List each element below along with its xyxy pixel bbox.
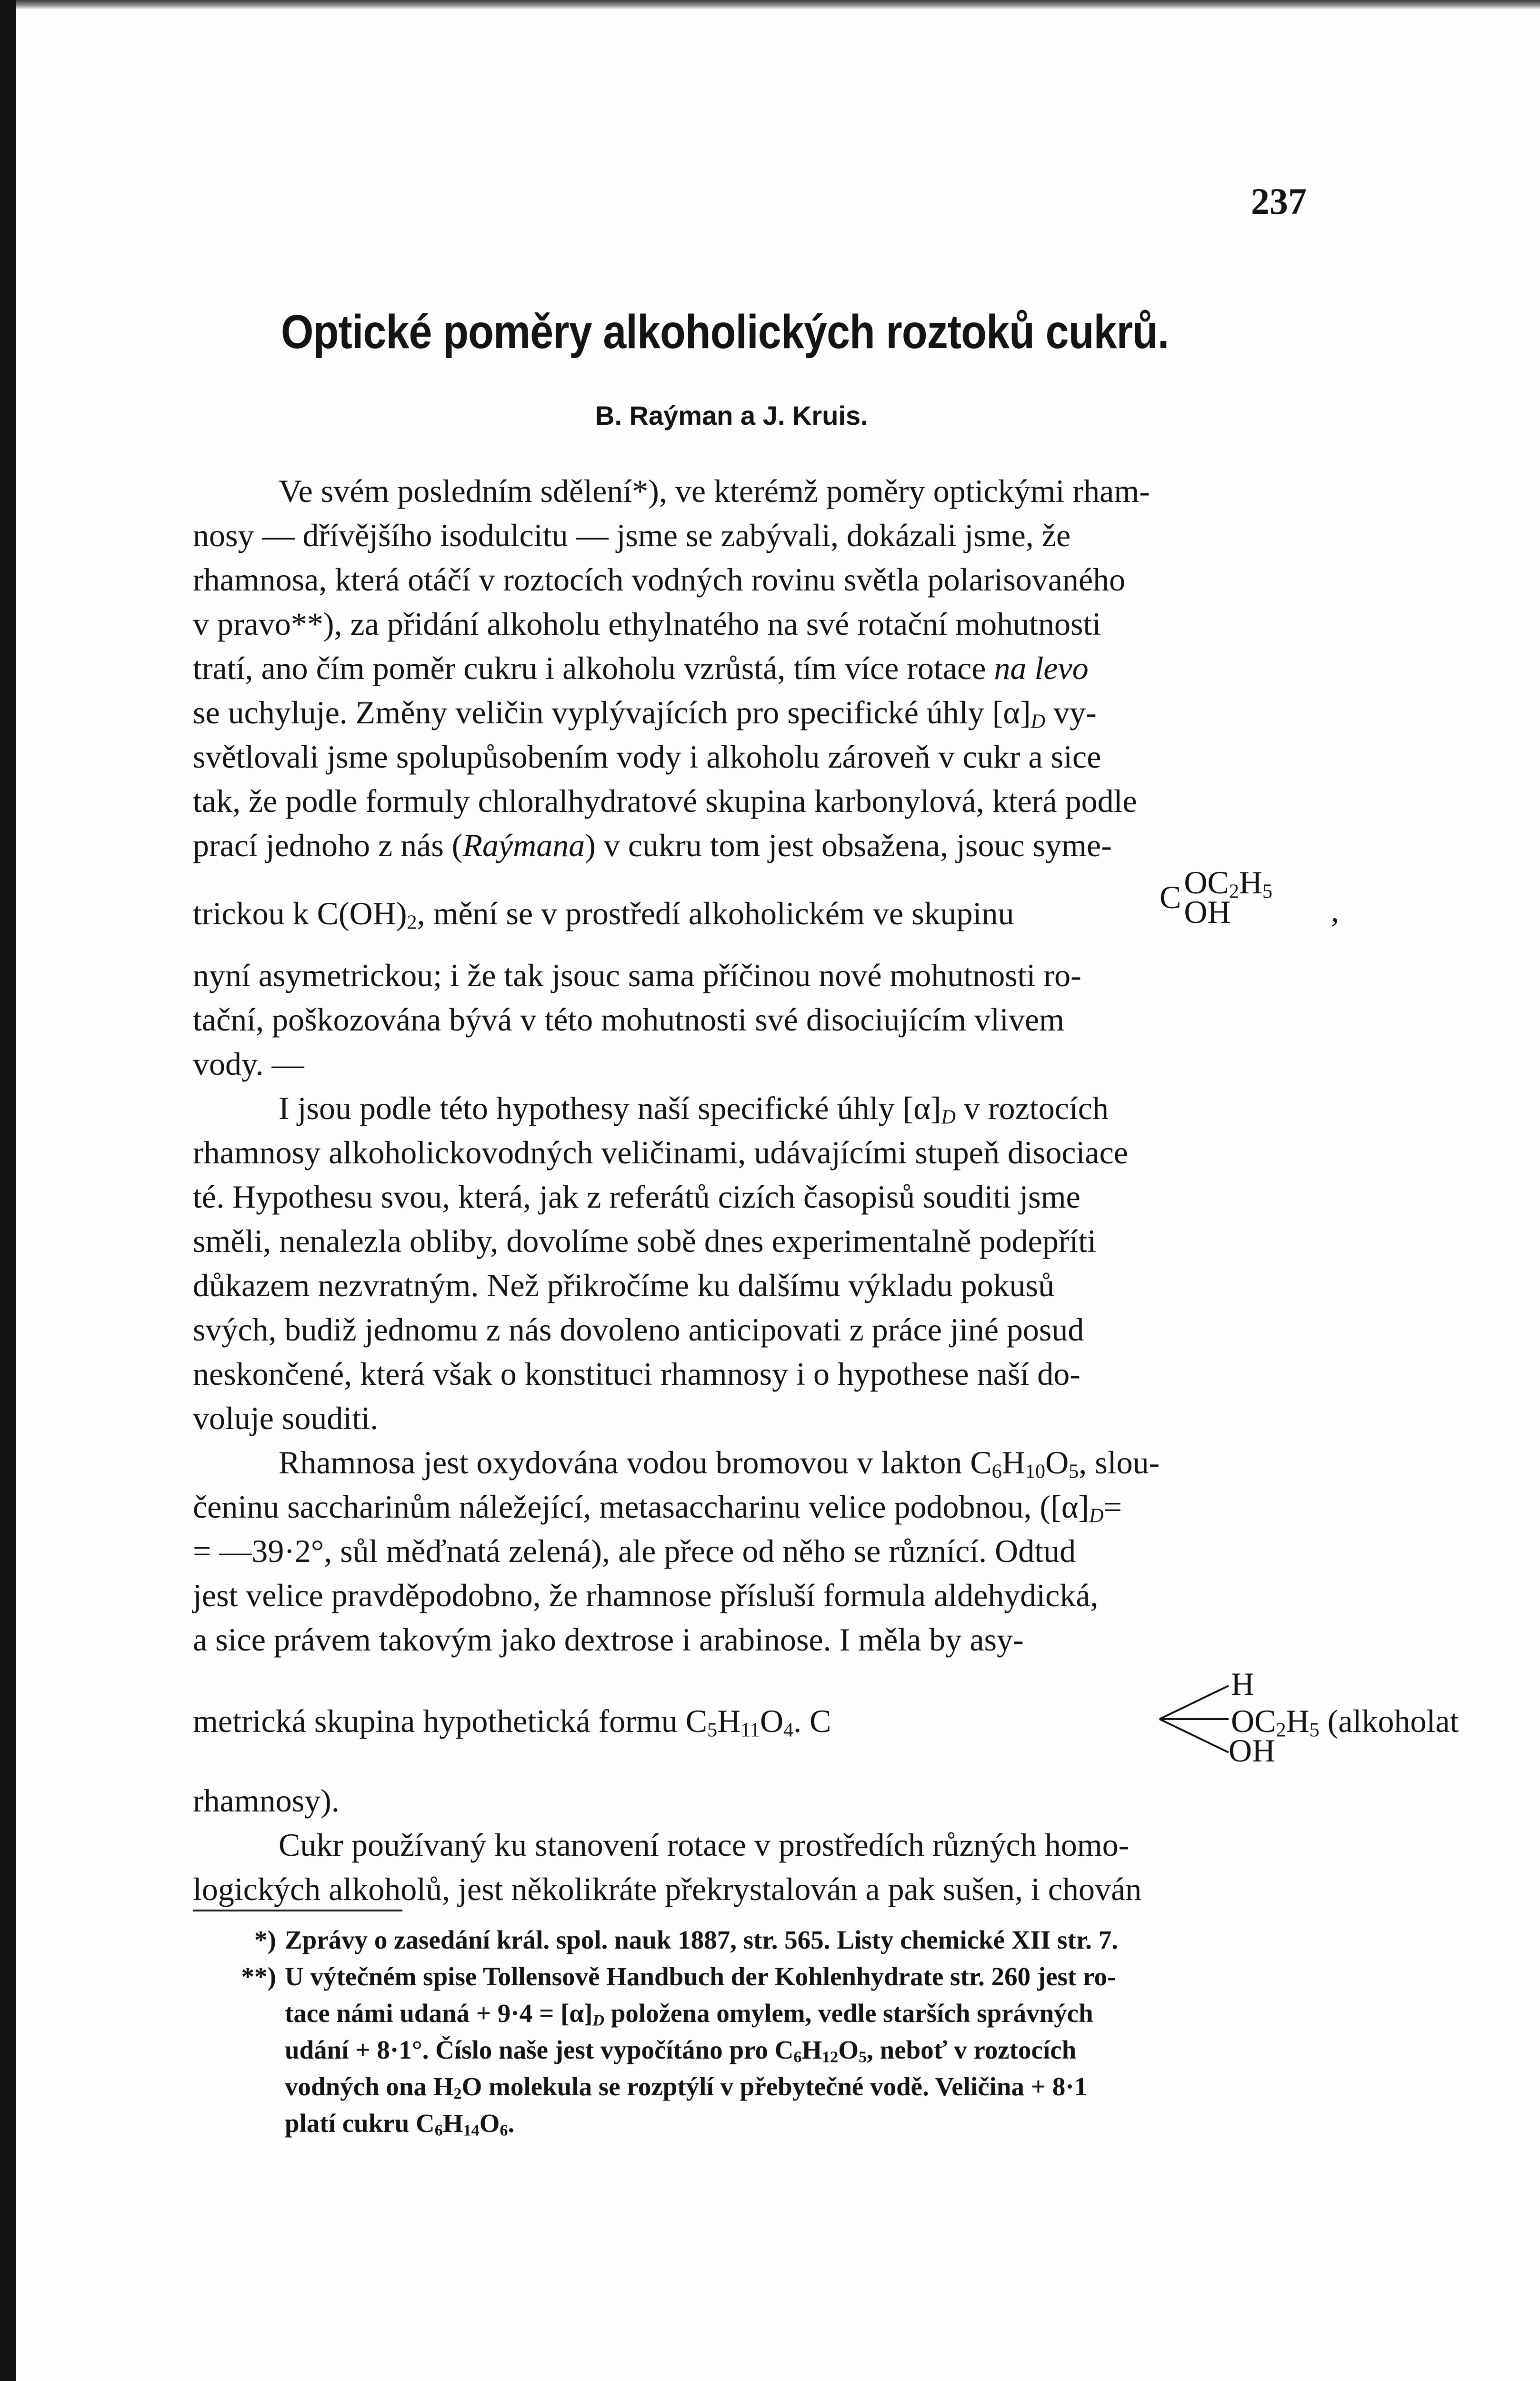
footnotes xyxy=(193,1921,1307,2141)
footnote-2: **) U výtečném spise Tollensově Handbuch der Kohlenhydrate str. 260 jest ro- tace námi udaná + $9\cdot 4 = [\alpha]_D$ položena omylem, vedle starších správných udání + 8·1°. Číslo naše jest vypočítáno pro $C_6H_{12}O_5$, neboť v roztocích vodných ona $H_2O$ molekula se rozptýlí v přebytečné vodě. Veličina + 8·1 platí cukru $C_6H_{14}O_6$. xyxy=(241,1962,1116,2140)
text-line: voluje souditi. xyxy=(193,1400,379,1436)
text-line: = —39·2°, sůl měďnatá zelená), ale přece od něho se různící. Odtud xyxy=(193,1533,1076,1569)
text-line: se uchyluje. Změny veličin vyplývajících pro specifické úhly $[\alpha]_D$ vy- xyxy=(193,694,1097,733)
scan-top-edge xyxy=(16,0,1540,10)
text-line: prací jednoho z nás (Raýmana) v cukru tom jest obsažena, jsouc syme- xyxy=(193,827,1112,863)
text-line: Cukr používaný ku stanovení rotace v prostředích různých homo- xyxy=(279,1827,1130,1863)
text-line: světlovali jsme spolupůsobením vody i alkoholu zároveň v cukr a sice xyxy=(193,739,1101,775)
text-line: neskončené, která však o konstituci rhamnosy i o hypothese naší do- xyxy=(193,1356,1080,1392)
text-line: důkazem nezvratným. Než přikročíme ku dalšímu výkladu pokusů xyxy=(193,1267,1055,1303)
authors: B. Raýman a J. Kruis. xyxy=(595,400,868,430)
text-line: té. Hypothesu svou, která, jak z referátů cizích časopisů souditi jsme xyxy=(193,1179,1080,1215)
text-line: svých, budiž jednomu z nás dovoleno anticipovati z práce jiné posud xyxy=(193,1311,1084,1348)
text-line: rhamnosy alkoholickovodných veličinami, udávajícími stupeň disociace xyxy=(193,1134,1128,1170)
text-line: čeninu saccharinům náležející, metasaccharinu velice podobnou, ($[\alpha]_D=$ xyxy=(193,1489,1122,1527)
text-line: rhamnosy). xyxy=(193,1782,340,1819)
text-line: I jsou podle této hypothesy naší specifické úhly $[\alpha]_D$ v roztocích xyxy=(279,1090,1109,1129)
text-line: logických alkoholů, jest několikráte překrystalován a pak sušen, i chován xyxy=(193,1871,1142,1907)
bond-lines xyxy=(1140,1671,1236,1771)
text-line: nyní asymetrickou; i že tak jsouc sama příčinou nové mohutnosti ro- xyxy=(193,957,1081,993)
text-line: Ve svém posledním sdělení*), ve kterémž poměry optickými rham- xyxy=(279,473,1150,509)
article-body xyxy=(193,469,1459,1911)
text-line: nosy — dřívějšího isodulcitu — jsme se zabývali, dokázali jsme, že xyxy=(193,517,1071,553)
text-line: Rhamnosa jest oxydována vodou bromovou v lakton $C_6H_{10}O_5$, slou- xyxy=(279,1444,1160,1483)
text-line: a sice právem takovým jako dextrose i arabinose. I měla by asy- xyxy=(193,1621,1024,1658)
article-title: Optické poměry alkoholických roztoků cukrů. xyxy=(281,305,1169,359)
page-number: 237 xyxy=(1251,180,1307,222)
footnote-1: *) Zprávy o zasedání král. spol. nauk 1887, str. 565. Listy chemické XII str. 7. xyxy=(254,1925,1118,1954)
text-line: rhamnosa, která otáčí v roztocích vodných rovinu světla polarisovaného xyxy=(193,561,1126,598)
text-line: tratí, ano čím poměr cukru i alkoholu vzrůstá, tím více rotace na levo xyxy=(193,650,1089,686)
scan-left-edge xyxy=(0,0,16,2381)
text-line: v pravo**), za přidání alkoholu ethylnatého na své rotační mohutnosti xyxy=(193,606,1101,642)
formula-line: trickou k $C(OH)_2$, mění se v prostředí alkoholickém ve skupinu C $OC_2H_5$ OH , xyxy=(193,864,1339,934)
text-line: vody. — xyxy=(193,1046,304,1082)
footnote-rule xyxy=(193,1910,402,1911)
text-line: směli, nenalezla obliby, dovolíme sobě dnes experimentalně podepříti xyxy=(193,1223,1097,1259)
text-line: tační, poškozována bývá v této mohutnosti své disociujícím vlivem xyxy=(193,1001,1065,1038)
text-line: tak, že podle formuly chloralhydratové skupina karbonylová, která podle xyxy=(193,783,1137,819)
text-line: jest velice pravděpodobno, že rhamnose přísluší formula aldehydická, xyxy=(193,1577,1099,1613)
chemical-formula-line: metrická skupina hypothetická formu $C_5H_{11}O_4$. C H $OC_2H_5$ (alkoholat OH xyxy=(193,1662,1310,1779)
